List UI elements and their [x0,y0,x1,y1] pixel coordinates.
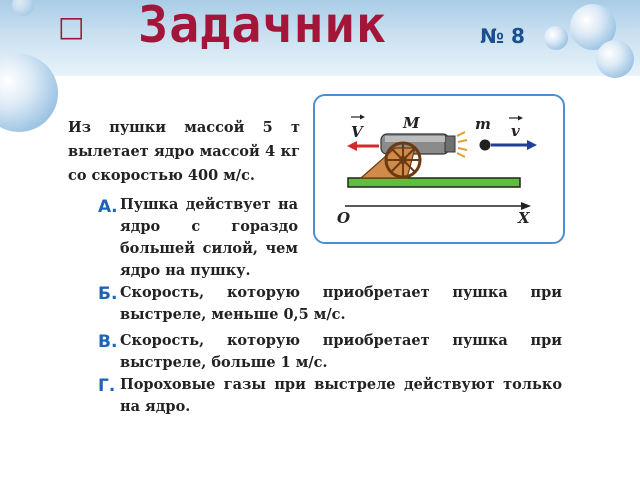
option-letter-b: Б. [98,284,118,304]
problem-number: № 8 [480,24,525,48]
label-ball-mass: m [475,115,491,133]
cannon-muzzle [445,136,455,152]
barrel-highlight [385,136,445,142]
option-text-d: Пороховые газы при выстреле действуют только на ядро. [120,376,562,415]
cannon-figure [313,94,565,244]
graduation-book-icon: □ [58,10,85,43]
ball-velocity-arrowhead [527,140,537,150]
problem-statement: Из пушки массой 5 т вылетает ядро массой 4 кг со скоростью 400 м/с. [68,119,300,184]
blast-lines [457,132,467,157]
label-ball-velocity: v [511,122,520,140]
wheel-spokes [386,143,420,177]
label-cannon-mass: M [403,114,420,132]
ground-platform [348,178,520,187]
option-text-a: Пушка действует на ядро с гораздо большей силой, чем ядро на пушку. [120,196,298,279]
cannon-ball [480,140,491,151]
label-origin: O [337,209,351,227]
label-cannon-velocity: V [351,123,363,141]
cannon-velocity-arrowhead [347,141,357,151]
page-title: Задачник [138,0,387,54]
cannon-diagram [315,96,563,242]
decor-bubble [596,40,634,78]
option-letter-d: Г. [98,376,116,396]
option-letter-a: А. [98,197,118,217]
option-letter-c: В. [98,332,118,352]
label-axis: X [518,209,530,227]
option-text-b: Скорость, которую приобретает пушка при выстреле, меньше 0,5 м/с. [120,284,562,323]
decor-bubble [544,26,568,50]
option-text-c: Скорость, которую приобретает пушка при выстреле, больше 1 м/с. [120,332,562,371]
